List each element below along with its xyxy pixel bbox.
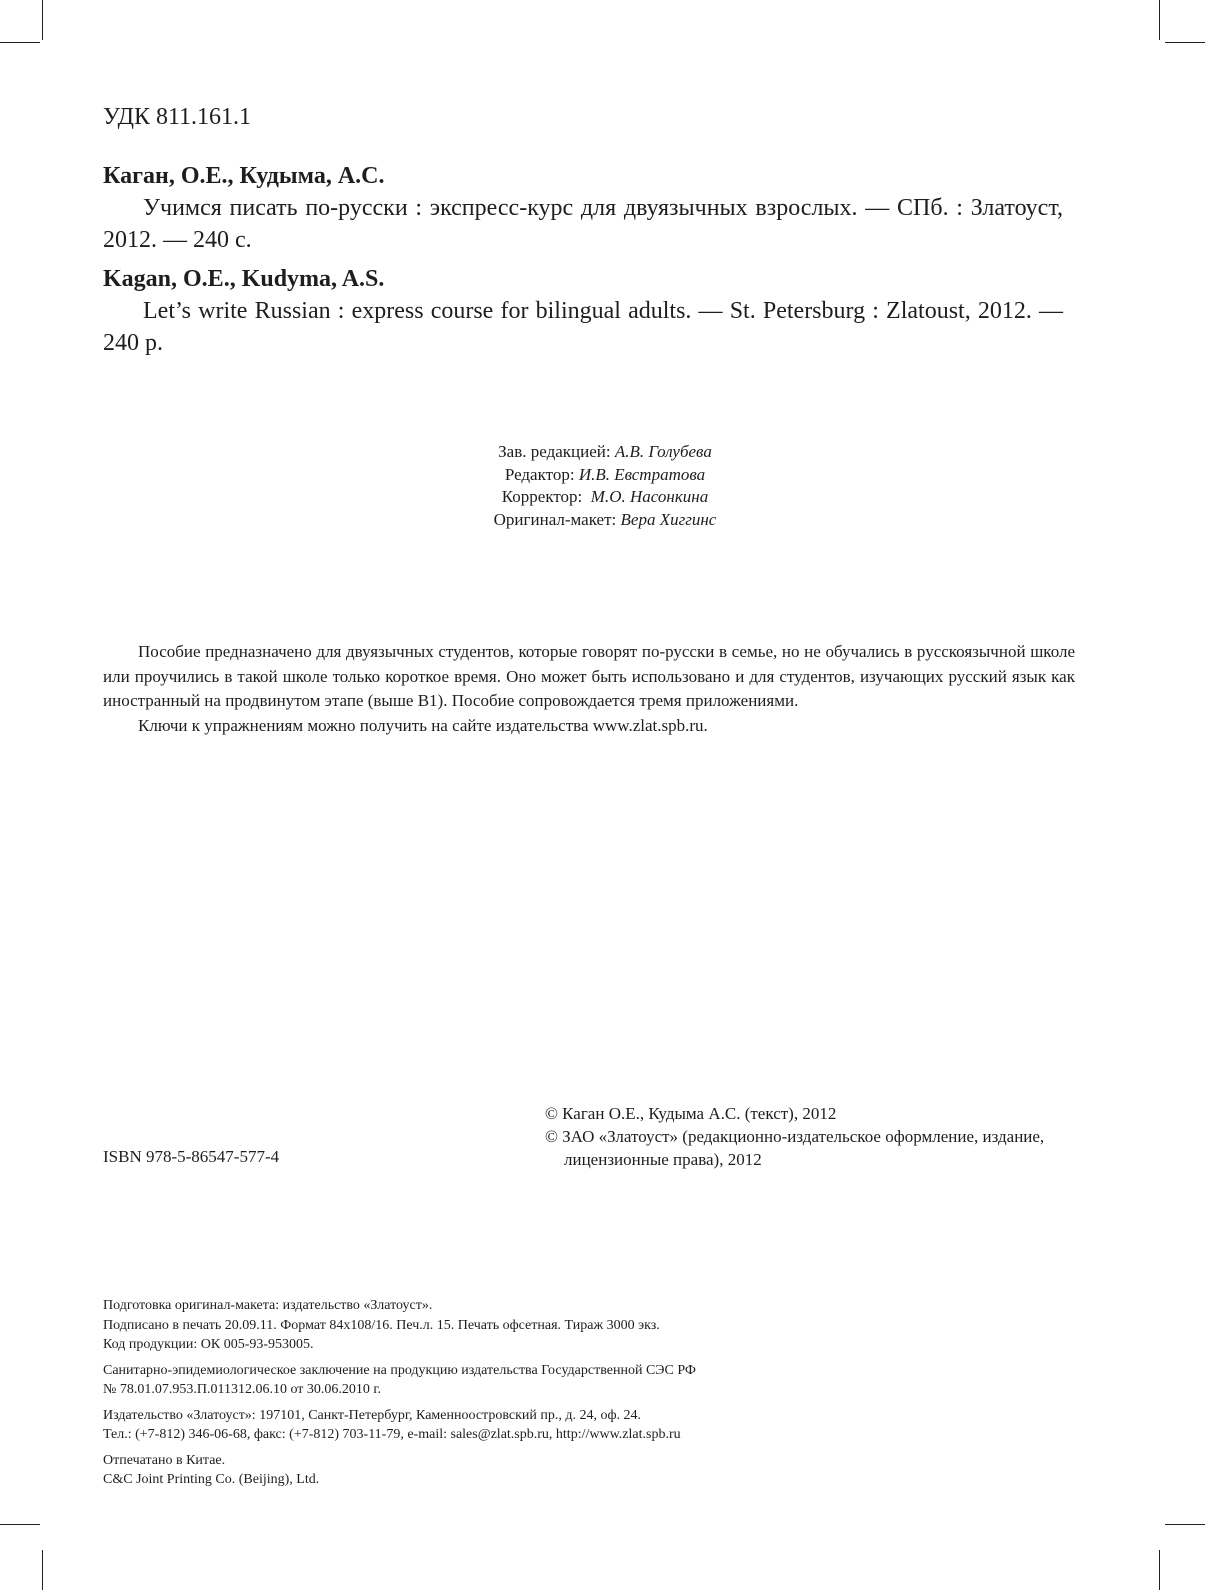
bibliography-english xyxy=(103,266,1063,359)
bib-author: Каган, О.Е., Кудыма, А.С. xyxy=(103,163,385,189)
staff-line: Зав. редакцией: А.В. Голубева xyxy=(498,442,712,461)
abstract-paragraph: Пособие предназначено для двуязычных студентов, которые говорят по-русски в семье, но не обучались в русскоязычной школе или проучились в такой школе только короткое время. Оно может быть использовано и для студентов, изучающих русский язык как иностранный на продвинутом этапе (выше В1). Пособие сопровождается тремя приложениями. xyxy=(103,642,1075,710)
bib-author: Kagan, O.E., Kudyma, A.S. xyxy=(103,266,385,292)
abstract xyxy=(103,640,1075,738)
udk-code: УДК 811.161.1 xyxy=(103,104,252,130)
editorial-staff xyxy=(0,441,1210,531)
crop-mark xyxy=(1165,1524,1205,1525)
copyright-line: © Каган О.Е., Кудыма А.С. (текст), 2012 xyxy=(545,1104,837,1123)
crop-mark xyxy=(1165,42,1205,43)
imprint-sanitary: Санитарно-эпидемиологическое заключение на продукцию издательства Государственной СЭС РФ № 78.01.07.953.П.011312.06.10 от 30.06.2010 г. xyxy=(103,1362,696,1397)
copyright-block xyxy=(545,1102,1085,1171)
staff-line: Оригинал-макет: Вера Хиггинс xyxy=(493,509,717,529)
imprint-preparation: Подготовка оригинал-макета: издательство «Златоуст». Подписано в печать 20.09.11. Формат 84х108/16. Печ.л. 15. Печать офсетная. Тираж 3000 экз. Код продукции: ОК 005-93-953005. xyxy=(103,1298,660,1352)
crop-mark xyxy=(42,1550,43,1590)
bib-description: Учимся писать по-русски : экспресс-курс для двуязычных взрослых. — СПб. : Златоуст, 2012. — 240 с. xyxy=(103,195,1063,253)
crop-mark xyxy=(0,42,40,43)
imprint-block xyxy=(103,1296,1103,1496)
imprint-publisher: Издательство «Златоуст»: 197101, Санкт-Петербург, Каменноостровский пр., д. 24, оф. 24. Тел.: (+7-812) 346-06-68, факс: (+7-812) 703-11-79, e-mail: sales@zlat.spb.ru, http://www.zlat.spb.ru xyxy=(103,1407,681,1442)
crop-mark xyxy=(1159,0,1160,40)
crop-mark xyxy=(0,1524,40,1525)
imprint-printed: Отпечатано в Китае. C&C Joint Printing Co. (Beijing), Ltd. xyxy=(103,1452,320,1487)
copyright-line: © ЗАО «Златоуст» (редакционно-издательское оформление, издание, лицензионные права), 2012 xyxy=(545,1127,1045,1169)
isbn: ISBN 978-5-86547-577-4 xyxy=(103,1147,280,1166)
crop-mark xyxy=(42,0,43,40)
bib-description: Let’s write Russian : express course for bilingual adults. — St. Petersburg : Zlatoust, 2012. — 240 p. xyxy=(103,298,1063,356)
bibliography-russian xyxy=(103,163,1063,256)
staff-line: Редактор: И.В. Евстратова xyxy=(504,464,706,484)
crop-mark xyxy=(1159,1550,1160,1590)
abstract-paragraph: Ключи к упражнениям можно получить на сайте издательства www.zlat.spb.ru. xyxy=(138,715,708,735)
staff-line: Корректор: М.О. Насонкина xyxy=(501,487,709,506)
